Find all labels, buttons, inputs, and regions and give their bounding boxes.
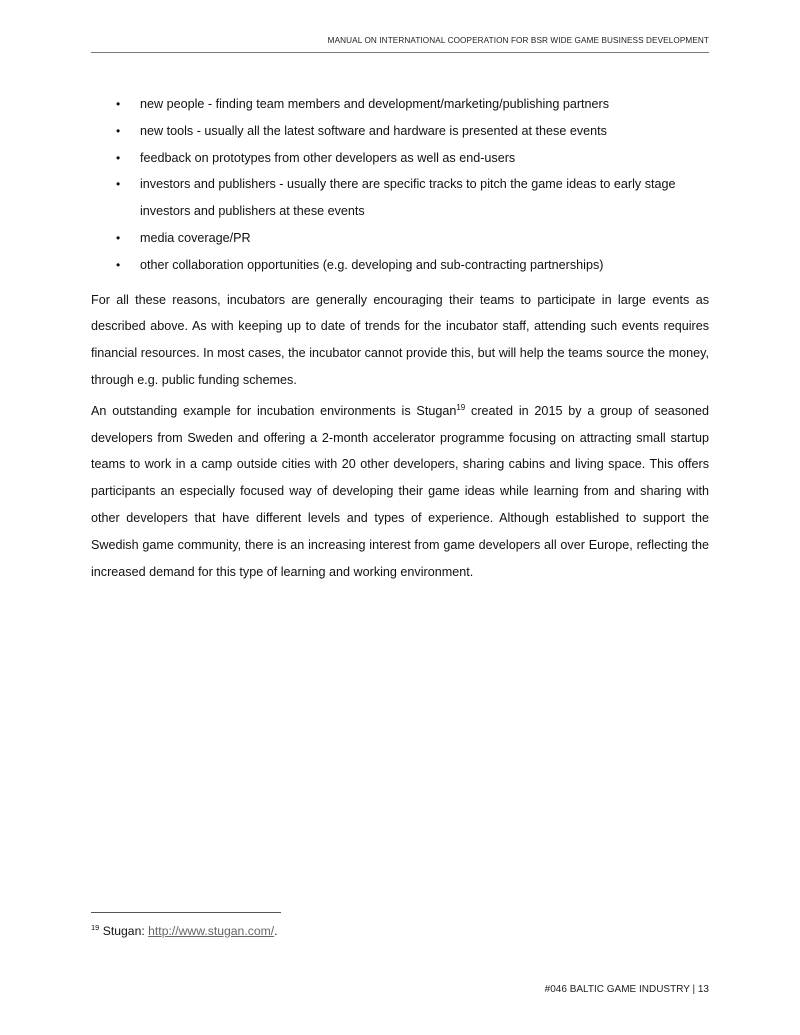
benefits-list [91,91,709,279]
list-item: • feedback on prototypes from other developers as well as end-users [91,145,709,172]
stugan-link[interactable]: http://www.stugan.com/ [148,924,275,938]
running-header: MANUAL ON INTERNATIONAL COOPERATION FOR BSR WIDE GAME BUSINESS DEVELOPMENT [327,36,709,45]
bullet-icon: • [116,150,121,165]
page-footer: #046 BALTIC GAME INDUSTRY | 13 [544,984,709,995]
bullet-icon: • [116,257,121,272]
list-item: • investors and publishers - usually there are specific tracks to pitch the game ideas to early stage investors and publishers at these events [91,171,709,225]
footnote-reference[interactable]: 19 [456,402,466,412]
paragraph-stugan: An outstanding example for incubation environments is Stugan$^{19}$ created in 2015 by a group of seasoned developers from Sweden and offering a 2-month accelerator programme focusing on attracting small startup teams to work in a camp outside cities with 20 other developers, sharing cabins and living space. This offers participants an especially focused way of developing their game ideas while learning from and sharing with other developers that have different levels and types of experience. Although established to support the Swedish game community, there is an increasing interest from game developers all over Europe, reflecting the increased demand for this type of learning and working environment. [91,402,710,579]
bullet-icon: • [116,177,121,192]
footnote-number: 19 [91,922,100,932]
header-rule [91,52,709,53]
bullet-icon: • [116,230,121,245]
paragraph-incubators: For all these reasons, incubators are generally encouraging their teams to participate in large events as described above. As with keeping up to date of trends for the incubator staff, attending such events requires financial resources. In most cases, the incubator cannot provide this, but will help the teams source the money, through e.g. public funding schemes. [91,292,709,387]
list-item: • other collaboration opportunities (e.g. developing and sub-contracting partnerships) [91,252,709,279]
bullet-icon: • [116,123,121,138]
bullet-icon: • [116,97,121,111]
list-item: • new people - finding team members and development/marketing/publishing partners [91,91,709,118]
list-item: • media coverage/PR [91,225,709,252]
list-item: • new tools - usually all the latest software and hardware is presented at these events [91,118,709,145]
footnote: $^{19}$ Stugan: http://www.stugan.com/. [91,922,278,938]
page-body [91,91,709,585]
footnote-separator [91,912,281,913]
